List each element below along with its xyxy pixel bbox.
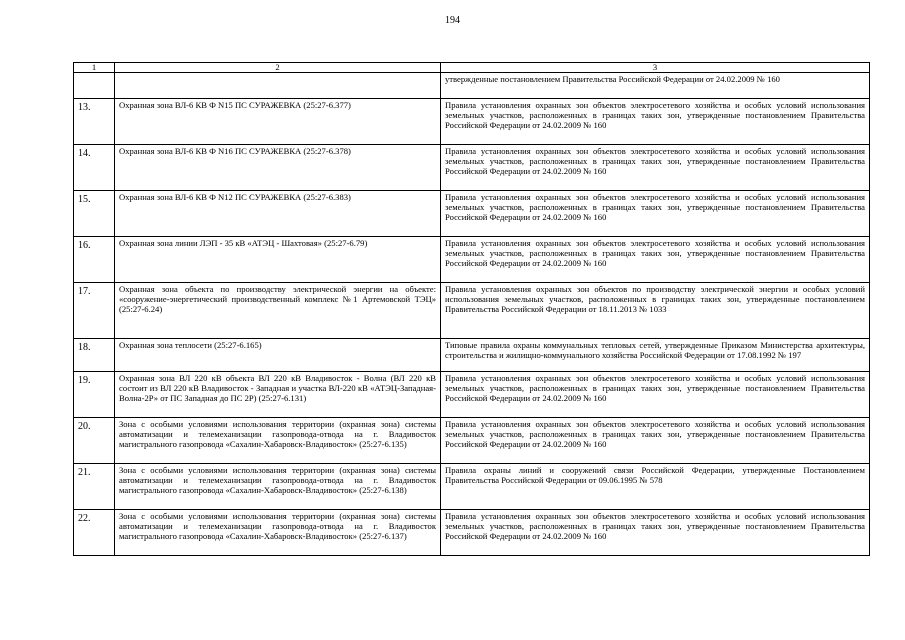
table-row-continuation	[74, 73, 870, 99]
row-description: Зона с особыми условиями использования территории (охранная зона) системы автоматизации и телемеханизации газопровода-отвода на г. Владивосток магистрального газопровода «Сахалин-Хабаровск-Владивосток» (25:27-6.135)	[115, 418, 441, 464]
row-number: 16.	[74, 237, 115, 283]
row-number: 21.	[74, 464, 115, 510]
table-row	[74, 372, 870, 418]
table-header-row	[74, 63, 870, 73]
row-number: 15.	[74, 191, 115, 237]
row-description: Зона с особыми условиями использования территории (охранная зона) системы автоматизации и телемеханизации газопровода-отвода на г. Владивосток магистрального газопровода «Сахалин-Хабаровск-Владивосток» (25:27-6.138)	[115, 464, 441, 510]
page-number: 194	[445, 15, 460, 26]
table-row	[74, 283, 870, 339]
column-header-2: 2	[115, 63, 441, 73]
row-regulation: Правила охраны линий и сооружений связи Российской Федерации, утвержденные Постановлением Правительства Российской Федерации от 09.06.1995 № 578	[441, 464, 870, 510]
row-description: Охранная зона ВЛ-6 КВ Ф N15 ПС СУРАЖЕВКА (25:27-6.377)	[115, 99, 441, 145]
row-number: 19.	[74, 372, 115, 418]
row-description: Охранная зона теплосети (25:27-6.165)	[115, 339, 441, 372]
row-description: Охранная зона ВЛ-6 КВ Ф N16 ПС СУРАЖЕВКА (25:27-6.378)	[115, 145, 441, 191]
row-description: Зона с особыми условиями использования территории (охранная зона) системы автоматизации и телемеханизации газопровода-отвода на г. Владивосток магистрального газопровода «Сахалин-Хабаровск-Владивосток» (25:27-6.137)	[115, 510, 441, 556]
row-number: 20.	[74, 418, 115, 464]
row-number: 18.	[74, 339, 115, 372]
table-row	[74, 418, 870, 464]
table-row	[74, 99, 870, 145]
row-regulation: Правила установления охранных зон объектов электросетевого хозяйства и особых условий использования земельных участков, расположенных в границах таких зон, утвержденные постановлением Правительства Российской Федерации от 24.02.2009 № 160	[441, 191, 870, 237]
row-regulation: Правила установления охранных зон объектов электросетевого хозяйства и особых условий использования земельных участков, расположенных в границах таких зон, утвержденные постановлением Правительства Российской Федерации от 24.02.2009 № 160	[441, 418, 870, 464]
table-row	[74, 510, 870, 556]
row-number: 14.	[74, 145, 115, 191]
row-regulation: Типовые правила охраны коммунальных тепловых сетей, утвержденные Приказом Министерства архитектуры, строительства и жилищно-коммунального хозяйства Российской Федерации от 17.08.1992 № 197	[441, 339, 870, 372]
row-regulation: Правила установления охранных зон объектов электросетевого хозяйства и особых условий использования земельных участков, расположенных в границах таких зон, утвержденные постановлением Правительства Российской Федерации от 24.02.2009 № 160	[441, 237, 870, 283]
table-row	[74, 191, 870, 237]
table-row	[74, 237, 870, 283]
row-regulation: Правила установления охранных зон объектов электросетевого хозяйства и особых условий использования земельных участков, расположенных в границах таких зон, утвержденные постановлением Правительства Российской Федерации от 24.02.2009 № 160	[441, 372, 870, 418]
row-description: Охранная зона ВЛ 220 кВ объекта ВЛ 220 кВ Владивосток - Волна (ВЛ 220 кВ состоит из ВЛ 220 кВ Владивосток - Западная и участка ВЛ-220 кВ «АТЭЦ-Западная-Волна-2Р» от ПС Западная до ПС 2Р) (25:27-6.131)	[115, 372, 441, 418]
row-number: 13.	[74, 99, 115, 145]
row-number	[74, 73, 115, 99]
table-row	[74, 464, 870, 510]
row-description: Охранная зона линии ЛЭП - 35 кВ «АТЭЦ - Шахтовая» (25:27-6.79)	[115, 237, 441, 283]
table-row	[74, 145, 870, 191]
column-header-1: 1	[74, 63, 115, 73]
row-number: 22.	[74, 510, 115, 556]
column-header-3: 3	[441, 63, 870, 73]
row-regulation: Правила установления охранных зон объектов электросетевого хозяйства и особых условий использования земельных участков, расположенных в границах таких зон, утвержденные постановлением Правительства Российской Федерации от 24.02.2009 № 160	[441, 510, 870, 556]
zones-table	[73, 62, 870, 556]
row-description	[115, 73, 441, 99]
table-row	[74, 339, 870, 372]
row-regulation: Правила установления охранных зон объектов по производству электрической энергии и особых условий использования земельных участков, расположенных в границах таких зон, утвержденные постановлением Правительства Российской Федерации от 18.11.2013 № 1033	[441, 283, 870, 339]
row-number: 17.	[74, 283, 115, 339]
row-regulation: Правила установления охранных зон объектов электросетевого хозяйства и особых условий использования земельных участков, расположенных в границах таких зон, утвержденные постановлением Правительства Российской Федерации от 24.02.2009 № 160	[441, 145, 870, 191]
row-regulation: Правила установления охранных зон объектов электросетевого хозяйства и особых условий использования земельных участков, расположенных в границах таких зон, утвержденные постановлением Правительства Российской Федерации от 24.02.2009 № 160	[441, 99, 870, 145]
row-description: Охранная зона ВЛ-6 КВ Ф N12 ПС СУРАЖЕВКА (25:27-6.383)	[115, 191, 441, 237]
row-regulation: утвержденные постановлением Правительства Российской Федерации от 24.02.2009 № 160	[441, 73, 870, 99]
row-description: Охранная зона объекта по производству электрической энергии на объекте: «сооружение-энергетический производственный комплекс №1 Артемовской ТЭЦ» (25:27-6.24)	[115, 283, 441, 339]
